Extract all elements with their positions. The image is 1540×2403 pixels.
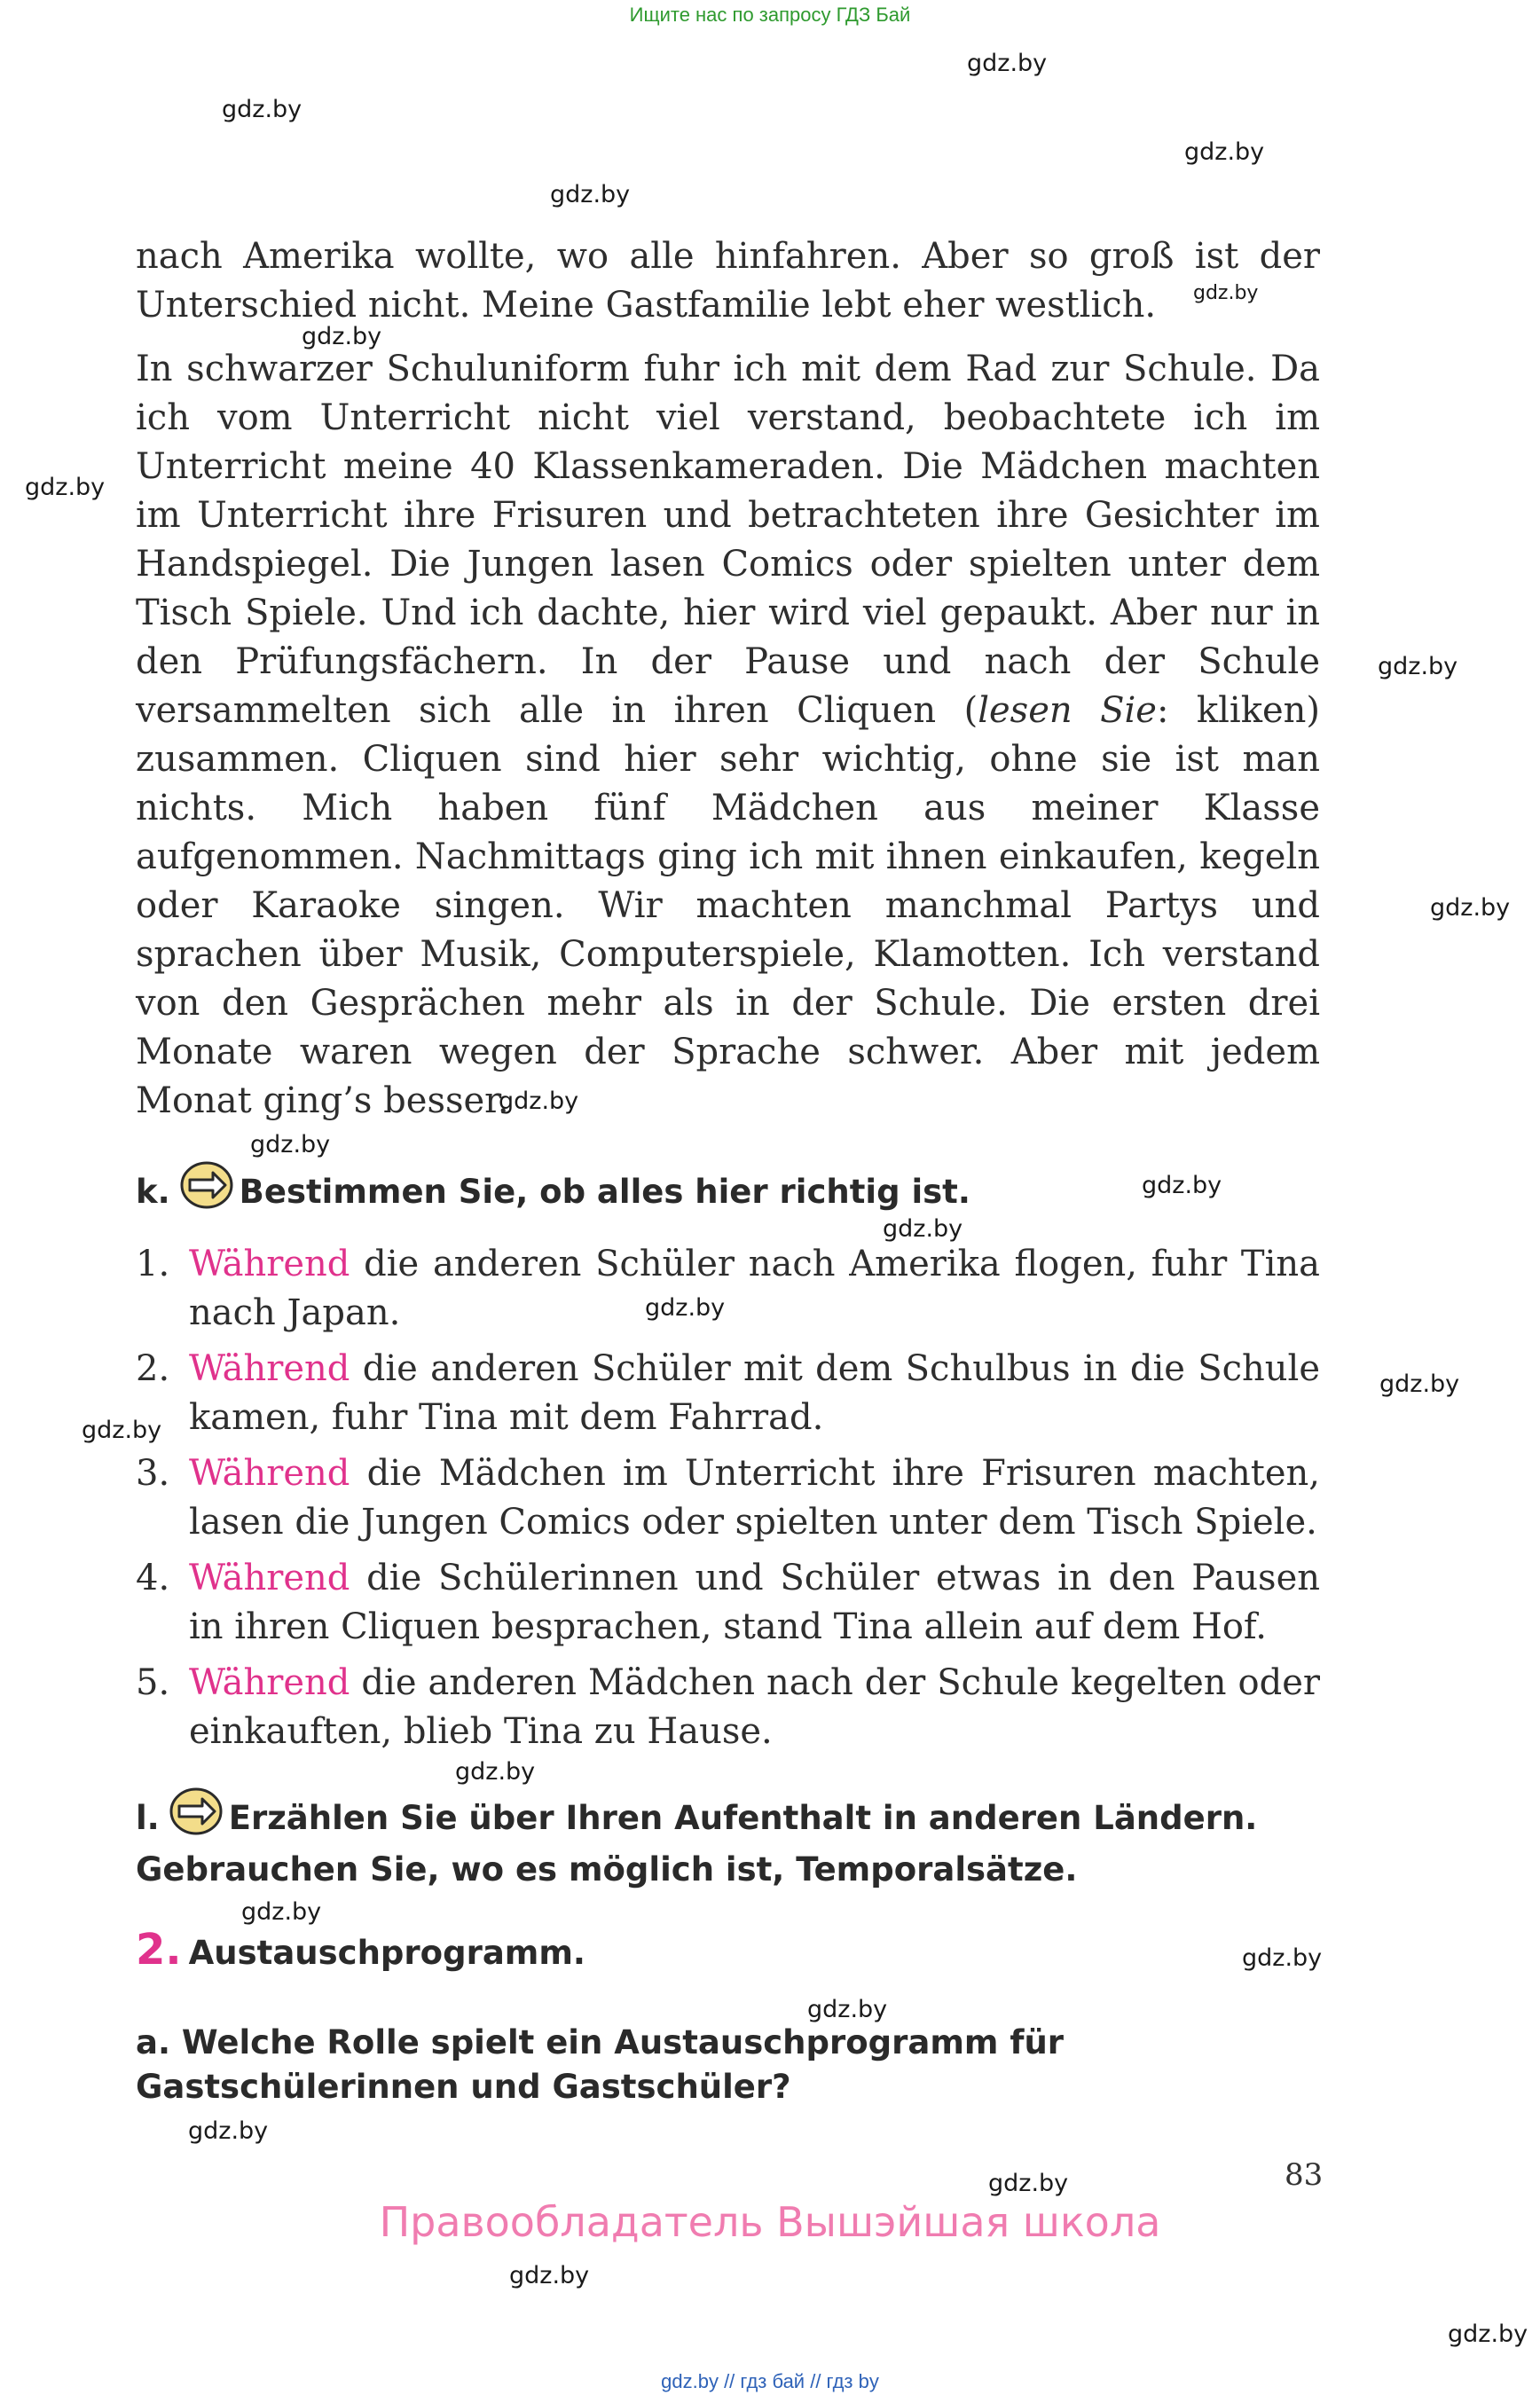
watermark: gdz.by: [241, 1898, 322, 1926]
top-banner[interactable]: Ищите нас по запросу ГДЗ Бай: [629, 4, 911, 26]
watermark: gdz.by: [988, 2170, 1069, 2197]
watermark: gdz.by: [188, 2117, 269, 2145]
task-a: a. Welche Rolle spielt ein Austauschprogramm für Gastschülerinnen und Gastschüler?: [136, 2023, 1065, 2106]
task-l: [136, 1787, 1320, 1892]
item-number: 4.: [136, 1558, 170, 1598]
statement-list: [136, 1240, 1320, 1763]
item-text: die anderen Schüler mit dem Schulbus in die Schule kamen, fuhr Tina mit dem Fahrrad.: [189, 1348, 1320, 1438]
paragraph-2-text-end: : kliken) zusammen. Cliquen sind hier sehr wichtig, ohne sie ist man nichts. Mich haben fünf Mädchen aus meiner Klasse aufgenommen. Nachmittags ging ich mit ihnen einkaufen, kegeln oder Karaoke singen. Wir machten manchmal Partys und sprachen über Musik, Computerspiele, Klamotten. Ich verstand von den Gesprächen mehr als in der Schule. Die ersten drei Monate waren wegen der Sprache schwer. Aber mit jedem Monat ging’s besser.: [136, 690, 1320, 1121]
item-text: die Mädchen im Unterricht ihre Frisuren machten, lasen die Jungen Comics oder spielten unter dem Tisch Spiele.: [189, 1453, 1320, 1543]
watermark: gdz.by: [645, 1294, 726, 1322]
keyword: Während: [189, 1453, 350, 1494]
paragraph-1: nach Amerika wollte, wo alle hinfahren. Aber so groß ist der Unterschied nicht. Meine Gastfamilie lebt eher westlich.: [136, 236, 1320, 326]
watermark: gdz.by: [550, 181, 631, 208]
watermark: gdz.by: [1184, 138, 1265, 166]
watermark: gdz.by: [82, 1417, 162, 1444]
watermark: gdz.by: [499, 1088, 579, 1115]
footer-links[interactable]: gdz.by // гдз бай // гдз by: [661, 2370, 879, 2392]
item-text: die anderen Schüler nach Amerika flogen, fuhr Tina nach Japan.: [189, 1244, 1320, 1333]
list-item: [136, 1345, 1320, 1442]
item-number: 1.: [136, 1244, 170, 1284]
section-heading: [136, 1925, 585, 1975]
watermark: gdz.by: [1448, 2321, 1528, 2348]
task-letter: k.: [136, 1173, 170, 1211]
list-item: [136, 1554, 1320, 1652]
watermark: gdz.by: [1142, 1172, 1222, 1199]
item-text: die anderen Mädchen nach der Schule kegelten oder einkauften, blieb Tina zu Hause.: [189, 1662, 1320, 1752]
task-l-text: Erzählen Sie über Ihren Aufenthalt in anderen Ländern. Gebrauchen Sie, wo es möglich ist, Temporalsätze.: [136, 1799, 1258, 1889]
watermark: gdz.by: [1430, 894, 1511, 922]
page-number: 83: [1285, 2157, 1324, 2193]
watermark: gdz.by: [1193, 282, 1259, 304]
item-number: 5.: [136, 1662, 170, 1703]
arrow-icon: [169, 1787, 224, 1848]
task-k-text: Bestimmen Sie, ob alles hier richtig ist.: [239, 1173, 970, 1211]
paragraph-2-text: In schwarzer Schuluniform fuhr ich mit dem Rad zur Schule. Da ich vom Unterricht nicht viel verstand, beobachtete ich im Unterricht meine 40 Klassenkameraden. Die Mädchen machten im Unterricht ihre Frisuren und betrachteten ihre Gesichter im Handspiegel. Die Jungen lasen Comics oder spielten unter dem Tisch Spiele. Und ich dachte, hier wird viel gepaukt. Aber nur in den Prüfungsfächern. In der Pause und nach der Schule versammelten sich alle in ihren Cliquen (: [136, 349, 1320, 731]
watermark: gdz.by: [455, 1758, 536, 1786]
watermark: gdz.by: [250, 1131, 331, 1158]
list-item: [136, 1449, 1320, 1547]
arrow-icon: [179, 1160, 234, 1221]
copyright: Правообладатель Вышэйшая школа: [379, 2198, 1161, 2246]
list-item: [136, 1659, 1320, 1756]
watermark: gdz.by: [883, 1215, 963, 1243]
watermark: gdz.by: [222, 96, 302, 123]
item-text: die Schülerinnen und Schüler etwas in den Pausen in ihren Cliquen besprachen, stand Tina allein auf dem Hof.: [189, 1558, 1320, 1647]
item-number: 2.: [136, 1348, 170, 1389]
keyword: Während: [189, 1244, 350, 1284]
keyword: Während: [189, 1348, 350, 1389]
paragraph-2-italic: lesen Sie: [978, 690, 1157, 731]
watermark: gdz.by: [807, 1996, 888, 2023]
keyword: Während: [189, 1558, 350, 1598]
task-letter: l.: [136, 1799, 160, 1837]
watermark: gdz.by: [1378, 653, 1458, 680]
watermark: gdz.by: [967, 50, 1048, 77]
task-k: [136, 1160, 1320, 1221]
watermark: gdz.by: [302, 323, 382, 350]
item-number: 3.: [136, 1453, 170, 1494]
watermark: gdz.by: [1242, 1944, 1323, 1972]
watermark: gdz.by: [25, 474, 106, 501]
section-number: 2.: [136, 1925, 182, 1975]
watermark: gdz.by: [509, 2262, 590, 2289]
paragraph-2: [136, 345, 1320, 1126]
keyword: Während: [189, 1662, 350, 1703]
section-title: Austauschprogramm.: [188, 1934, 585, 1972]
watermark: gdz.by: [1379, 1370, 1460, 1398]
list-item: [136, 1240, 1320, 1338]
